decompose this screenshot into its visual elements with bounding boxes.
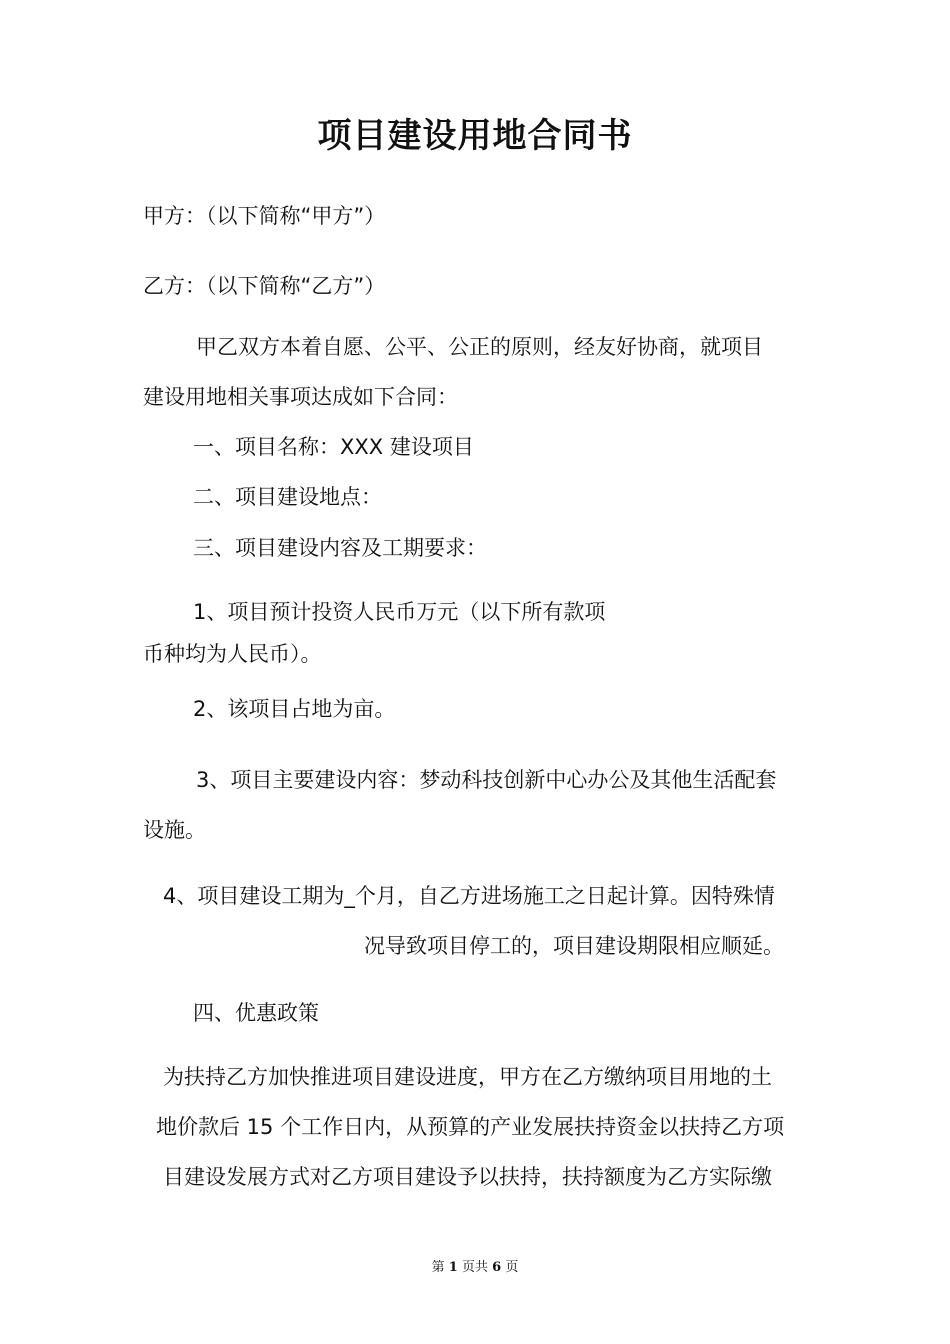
document-title: 项目建设用地合同书: [317, 116, 633, 156]
section-2-project-location: 二、项目建设地点：: [193, 485, 382, 509]
page-footer: [0, 1256, 950, 1275]
item-3-line-1: 3、项目主要建设内容：梦动科技创新中心办公及其他生活配套: [196, 768, 777, 792]
item-4-line-2: 况导致项目停工的，项目建设期限相应顺延。: [364, 934, 784, 958]
item-4-line-1: 4、项目建设工期为_个月，自乙方进场施工之日起计算。因特殊情: [163, 884, 775, 908]
section-3-project-content: 三、项目建设内容及工期要求：: [193, 536, 487, 560]
section-4-preferential-policy: 四、优惠政策: [193, 1001, 319, 1025]
policy-paragraph-line-1: 为扶持乙方加快推进项目建设进度，甲方在乙方缴纳项目用地的土: [163, 1065, 772, 1089]
footer-total-pages: 6: [492, 1260, 502, 1275]
section-1-project-name: 一、项目名称：XXX 建设项目: [193, 435, 474, 459]
policy-paragraph-line-2: 地价款后 15 个工作日内，从预算的产业发展扶持资金以扶持乙方项: [156, 1115, 785, 1139]
footer-page-number: 1: [448, 1260, 458, 1275]
item-3-line-2: 设施。: [143, 818, 206, 842]
intro-paragraph-line-2: 建设用地相关事项达成如下合同：: [143, 385, 458, 409]
policy-paragraph-line-3: 目建设发展方式对乙方项目建设予以扶持，扶持额度为乙方实际缴: [163, 1165, 772, 1189]
footer-middle: 页共: [461, 1260, 488, 1275]
party-b-line: 乙方：（以下简称“乙方”）: [143, 274, 386, 298]
intro-paragraph-line-1: 甲乙双方本着自愿、公平、公正的原则，经友好协商，就项目: [196, 335, 763, 359]
footer-suffix: 页: [505, 1260, 519, 1275]
party-a-line: 甲方：（以下简称“甲方”）: [143, 204, 386, 228]
footer-prefix: 第: [431, 1260, 445, 1275]
item-1-line-2: 币种均为人民币）。: [143, 642, 322, 666]
item-2: 2、该项目占地为亩。: [193, 697, 396, 721]
item-1-line-1: 1、项目预计投资人民币万元（以下所有款项: [193, 600, 606, 624]
